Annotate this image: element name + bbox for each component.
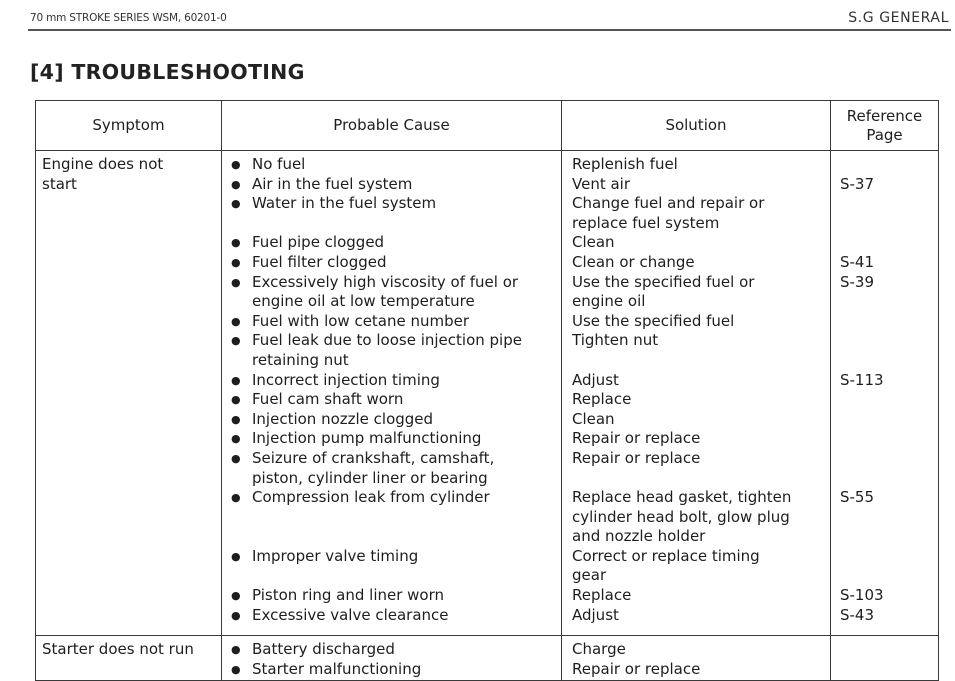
solution-text: Change fuel and repair or: [572, 194, 765, 213]
cause-item: [231, 312, 561, 332]
bullet-icon: ●: [231, 491, 241, 505]
bullet-icon: [231, 351, 252, 371]
cause-item: [231, 429, 561, 449]
cause-text: No fuel: [252, 155, 306, 173]
cause-item: [231, 233, 561, 253]
cause-item: [231, 155, 561, 175]
cause-text: Starter malfunctioning: [252, 659, 422, 678]
cause-item: [231, 527, 561, 547]
bullet-icon: ●: [231, 177, 241, 191]
reference-page-text: [840, 547, 938, 567]
cause-text: Injection nozzle clogged: [252, 409, 434, 428]
solution-text: Replace: [572, 390, 632, 409]
cause-item: [231, 273, 561, 293]
bullet-icon: ●: [231, 662, 241, 676]
cause-item: [231, 449, 561, 469]
bullet-icon: ●: [231, 314, 241, 328]
running-head-title: 70 mm STROKE SERIES WSM, 60201-0: [30, 12, 227, 24]
cause-text: Water in the fuel system: [252, 194, 437, 213]
cause-text: piston, cylinder liner or bearing: [252, 468, 488, 487]
column-header-solution: Solution: [562, 101, 831, 151]
bullet-icon: ●: [231, 197, 241, 211]
reference-page-text: [840, 351, 938, 371]
reference-page-text: S-39: [840, 272, 875, 291]
cause-text: Improper valve timing: [252, 546, 419, 565]
reference-page-text: [840, 155, 938, 175]
column-header-symptom: Symptom: [36, 101, 222, 151]
cause-text: engine oil at low temperature: [252, 292, 475, 311]
cause-text: Compression leak from cylinder: [252, 488, 490, 507]
cause-text: Fuel filter clogged: [252, 252, 387, 271]
bullet-icon: ●: [231, 334, 241, 348]
probable-cause-cell: [222, 636, 562, 681]
cause-text: Battery discharged: [252, 640, 395, 658]
reference-page-header-line: Reference: [846, 106, 923, 125]
cause-text: Fuel with low cetane number: [252, 311, 470, 330]
solution-text: and nozzle holder: [572, 527, 706, 546]
solution-text: Replenish fuel: [572, 155, 678, 173]
reference-page-text: [840, 508, 938, 528]
cause-text: Fuel leak due to loose injection pipe: [252, 331, 522, 350]
solution-text: Adjust: [572, 605, 619, 624]
solution-text: Use the specified fuel or: [572, 272, 755, 291]
cause-text: Fuel pipe clogged: [252, 233, 385, 252]
solution-text: Use the specified fuel: [572, 311, 735, 330]
cause-text: retaining nut: [252, 350, 349, 369]
reference-page-text: [840, 449, 938, 469]
bullet-icon: ●: [231, 643, 241, 656]
reference-page-text: S-37: [840, 174, 875, 193]
bullet-icon: ●: [231, 158, 241, 171]
cause-item: [231, 508, 561, 528]
cause-text: Air in the fuel system: [252, 174, 413, 193]
reference-page-text: [840, 410, 938, 430]
cause-item: [231, 214, 561, 234]
probable-cause-cell: [222, 151, 562, 636]
cause-item: [231, 253, 561, 273]
reference-page-text: [840, 312, 938, 332]
running-head-section: S.G GENERAL: [848, 10, 949, 26]
reference-page-text: [840, 640, 938, 660]
reference-page-text: [840, 331, 938, 351]
reference-page-text: S-43: [840, 605, 875, 624]
cause-text: Injection pump malfunctioning: [252, 429, 482, 448]
bullet-icon: [231, 527, 252, 547]
bullet-icon: ●: [231, 393, 241, 407]
bullet-icon: ●: [231, 255, 241, 269]
bullet-icon: [231, 292, 252, 312]
reference-page-text: [840, 214, 938, 234]
bullet-icon: [231, 566, 252, 586]
symptom-text: Starter does not run: [42, 640, 194, 658]
cause-item: [231, 586, 561, 606]
troubleshooting-table: [35, 100, 939, 681]
cause-text: Excessive valve clearance: [252, 605, 449, 624]
cause-item: [231, 371, 561, 391]
solution-text: replace fuel system: [572, 213, 720, 232]
bullet-icon: ●: [231, 589, 241, 603]
column-header-reference-page: [831, 101, 939, 151]
bullet-icon: [231, 469, 252, 489]
solution-text: Adjust: [572, 370, 619, 389]
cause-text: Piston ring and liner worn: [252, 586, 445, 605]
bullet-icon: ●: [231, 549, 241, 563]
cause-text: Fuel cam shaft worn: [252, 390, 404, 409]
cause-item: [231, 351, 561, 371]
cause-item: [231, 469, 561, 489]
reference-page-header-line: Page: [866, 125, 903, 144]
solution-text: Tighten nut: [572, 331, 659, 350]
cause-item: [231, 292, 561, 312]
reference-page-text: [840, 527, 938, 547]
reference-page-text: [840, 660, 938, 680]
bullet-icon: [231, 214, 252, 234]
symptom-text: start: [42, 174, 77, 193]
table-row: [36, 151, 939, 636]
cause-text: Seizure of crankshaft, camshaft,: [252, 448, 495, 467]
solution-text: Repair or replace: [572, 429, 701, 448]
solution-text: gear: [572, 566, 607, 585]
bullet-icon: [231, 508, 252, 528]
cause-item: [231, 660, 561, 680]
reference-page-text: [840, 429, 938, 449]
cause-item: [231, 175, 561, 195]
reference-page-cell: [831, 636, 939, 681]
table-header-row: [36, 101, 939, 151]
solution-text: Replace: [572, 586, 632, 605]
solution-text: Clean: [572, 233, 615, 252]
column-header-probable-cause: Probable Cause: [222, 101, 562, 151]
cause-item: [231, 606, 561, 626]
cause-item: [231, 390, 561, 410]
symptom-cell: [36, 636, 222, 681]
solution-text: Correct or replace timing: [572, 546, 760, 565]
table-row: [36, 636, 939, 681]
solution-text: cylinder head bolt, glow plug: [572, 507, 790, 526]
solution-text: Replace head gasket, tighten: [572, 488, 792, 507]
cause-item: [231, 640, 561, 660]
solution-text: Vent air: [572, 174, 631, 193]
symptom-cell: [36, 151, 222, 636]
solution-text: Repair or replace: [572, 659, 701, 678]
bullet-icon: ●: [231, 608, 241, 622]
bullet-icon: ●: [231, 236, 241, 250]
cause-item: [231, 331, 561, 351]
solution-text: Repair or replace: [572, 448, 701, 467]
reference-page-header-text: [831, 107, 938, 145]
solution-cell: [562, 151, 831, 636]
reference-page-text: S-103: [840, 586, 884, 605]
cause-text: Excessively high viscosity of fuel or: [252, 272, 519, 291]
solution-cell: [562, 636, 831, 681]
solution-text: Charge: [572, 640, 626, 658]
cause-item: [231, 194, 561, 214]
reference-page-text: [840, 469, 938, 489]
bullet-icon: ●: [231, 275, 241, 289]
solution-text: [572, 351, 830, 371]
section-title: [4] TROUBLESHOOTING: [30, 60, 305, 84]
bullet-icon: ●: [231, 432, 241, 446]
cause-item: [231, 566, 561, 586]
reference-page-text: [840, 390, 938, 410]
symptom-text: Engine does not: [42, 155, 164, 173]
solution-text: engine oil: [572, 292, 646, 311]
cause-item: [231, 488, 561, 508]
reference-page-text: [840, 566, 938, 586]
reference-page-text: [840, 292, 938, 312]
reference-page-text: S-41: [840, 252, 875, 271]
solution-text: Clean or change: [572, 252, 695, 271]
reference-page-text: S-55: [840, 488, 875, 507]
reference-page-cell: [831, 151, 939, 636]
reference-page-text: [840, 233, 938, 253]
bullet-icon: ●: [231, 451, 241, 465]
reference-page-text: [840, 194, 938, 214]
solution-text: [572, 469, 830, 489]
header-rule: [28, 29, 951, 31]
cause-item: [231, 547, 561, 567]
cause-item: [231, 410, 561, 430]
solution-text: Clean: [572, 409, 615, 428]
cause-text: Incorrect injection timing: [252, 370, 440, 389]
bullet-icon: ●: [231, 412, 241, 426]
reference-page-text: S-113: [840, 370, 884, 389]
bullet-icon: ●: [231, 373, 241, 387]
